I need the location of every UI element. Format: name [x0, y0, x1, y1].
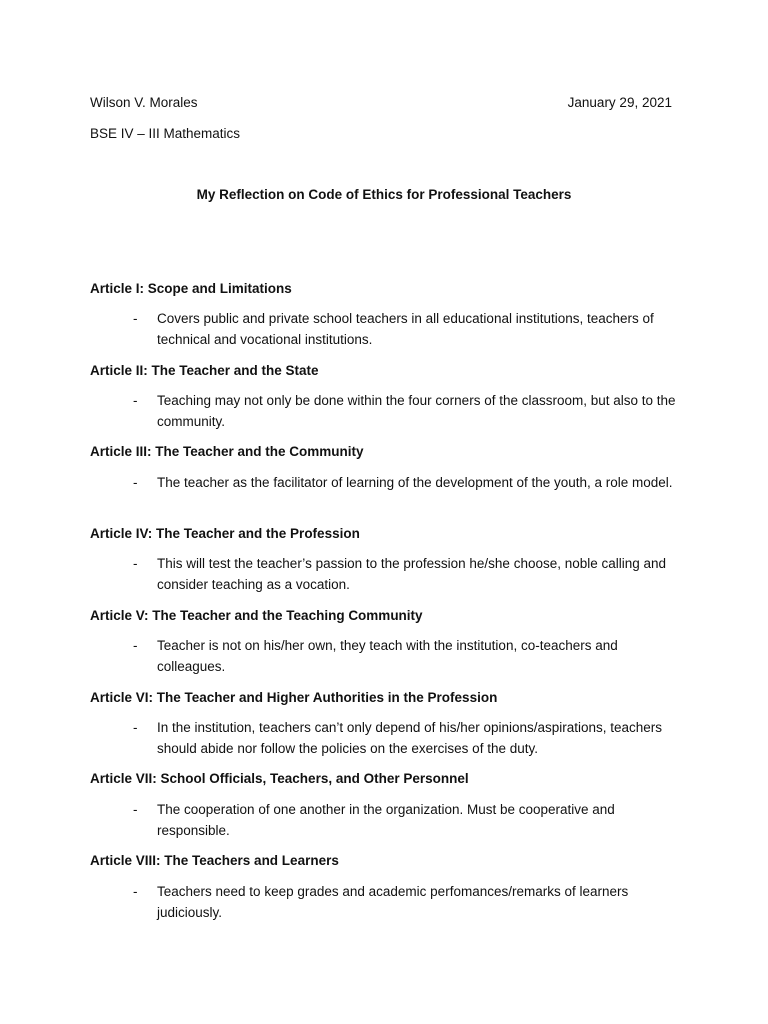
article-heading: Article III: The Teacher and the Community	[90, 444, 364, 459]
article-item-text: Teachers need to keep grades and academic perfomances/remarks of learners judiciously.	[157, 884, 629, 920]
article-heading: Article VII: School Officials, Teachers, and Other Personnel	[90, 771, 469, 786]
bullet-dash: -	[133, 638, 138, 653]
article-item-text: The cooperation of one another in the organization. Must be cooperative and responsible.	[157, 802, 615, 838]
article-item-text: Teaching may not only be done within the four corners of the classroom, but also to the community.	[157, 393, 676, 429]
bullet-dash: -	[133, 311, 138, 326]
bullet-dash: -	[133, 802, 138, 817]
document-date: January 29, 2021	[567, 95, 672, 110]
bullet-dash: -	[133, 884, 138, 899]
bullet-dash: -	[133, 720, 138, 735]
article-heading: Article V: The Teacher and the Teaching Community	[90, 608, 423, 623]
article-item-text: Teacher is not on his/her own, they teach with the institution, co-teachers and colleagues.	[157, 638, 618, 674]
article-item-text: This will test the teacher’s passion to the profession he/she choose, noble calling and consider teaching as a vocation.	[157, 556, 667, 592]
article-heading: Article I: Scope and Limitations	[90, 281, 292, 296]
program-section: BSE IV – III Mathematics	[90, 126, 241, 141]
article-item-text: Covers public and private school teachers in all educational institutions, teachers of technical and vocational institutions.	[157, 311, 654, 347]
bullet-dash: -	[133, 475, 138, 490]
article-item-text: In the institution, teachers can’t only depend of his/her opinions/aspirations, teachers should abide nor follow the policies on the exercises of the duty.	[157, 720, 663, 756]
article-item-text: The teacher as the facilitator of learning of the development of the youth, a role model.	[157, 475, 673, 490]
article-heading: Article II: The Teacher and the State	[90, 363, 319, 378]
bullet-dash: -	[133, 556, 138, 571]
author-name: Wilson V. Morales	[90, 95, 198, 110]
article-heading: Article IV: The Teacher and the Profession	[90, 526, 360, 541]
bullet-dash: -	[133, 393, 138, 408]
document-title: My Reflection on Code of Ethics for Professional Teachers	[196, 187, 572, 202]
article-heading: Article VI: The Teacher and Higher Authorities in the Profession	[90, 690, 498, 705]
article-heading: Article VIII: The Teachers and Learners	[90, 853, 339, 868]
